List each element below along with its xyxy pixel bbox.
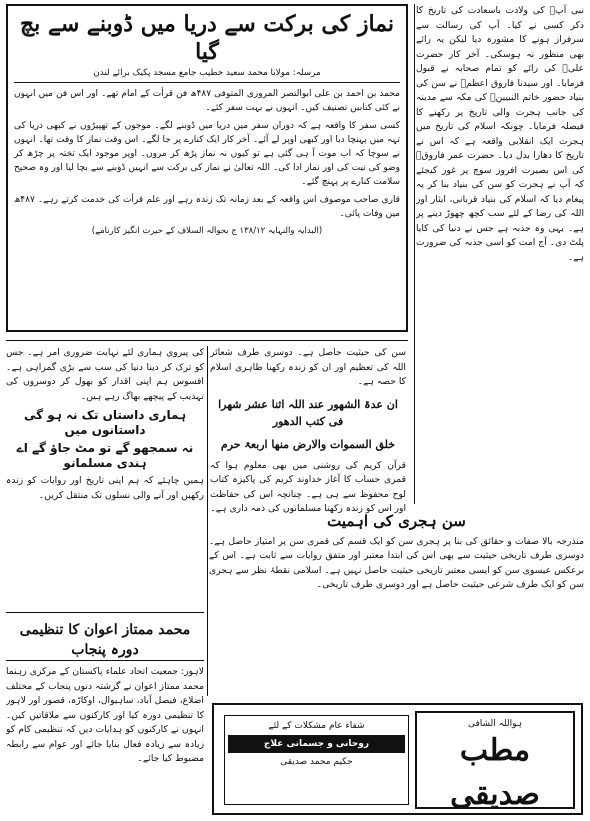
box-paragraph-2: کسی سفر کا واقعہ ہے کہ دوران سفر میں دریا میں ڈوبنے لگے۔ موجوں کے تھپیڑوں نے کبھی دریا کی تہہ میں پہنچا دیا اور کبھی اوپر لے آئے۔ آخر کار ایک کنارے پر جا لگے۔ اس وقت نماز کا وقت تھا۔ انہوں نے سوچا کہ اب موت آ ہی گئی ہے تو کیوں نہ نماز پڑھ کر مروں۔ اوپر موجود ایک تختہ پر چڑھ کر وضو کی نیت کی اور نماز ادا کی۔ اللہ تعالیٰ نے نماز کی برکت سے انہیں ڈوبنے سے بچا لیا اور وہ صحیح سلامت کنارے پر پہنچ گئے۔ (14, 121, 400, 187)
section-divider (6, 340, 408, 341)
hijri-article (209, 508, 584, 688)
news-article (6, 620, 204, 820)
headline: نماز کی برکت سے دریا میں ڈوبنے سے بچ گیا (19, 11, 395, 65)
ad-logo-box (415, 711, 575, 812)
divider-line (14, 82, 400, 83)
left-column-article (6, 346, 204, 586)
couplet-line-1: ہماری داستاں تک نہ ہو گی داستانوں میں (23, 408, 187, 437)
box-paragraph-1: محمد بن احمد بن علی ابوالنصر المروزی المتوفی ۴۸۷ھ فن قرأت کے امام تھے۔ اور اس فن میں انہوں نے کئی کتابیں تصنیف کیں۔ انہوں نے بہت سفر کئے۔ (14, 89, 400, 113)
arabic-verse-2: خلق السموات والارض منھا اربعۃ حرم (220, 437, 396, 451)
section-divider (6, 612, 204, 613)
arabic-verse-1: ان عدۃ الشھور عند اللہ اثنا عشر شھرا فی کتب الدھور (218, 397, 398, 428)
ad-big-title: مطب صدیقی (450, 733, 540, 812)
box-paragraph-3: قاری صاحب موصوف اس واقعہ کے بعد زمانہ تک زندہ رہے اور علم قرأت کی خدمت کرتے رہے۔ ۴۸۷ھ میں وفات پائی۔ (14, 195, 400, 219)
ad-info-box (224, 715, 409, 805)
boxed-feature-article (6, 4, 408, 332)
hijri-heading: سن ہجری کی اہمیت (327, 512, 466, 530)
column-divider (207, 346, 208, 696)
ad-line-3: حکیم محمد صدیقی (280, 757, 353, 767)
column-divider (414, 4, 415, 504)
ad-line-1: شفاء عام مشکلات کے لئے (268, 721, 365, 731)
right-column-article (416, 4, 584, 482)
middle-intro: سن کی حیثیت حاصل ہے۔ دوسری طرف شعائر اللہ کی تعظیم اور ان کو زندہ رکھنا ظاہری اسلام کا حصہ ہے۔ (210, 347, 406, 387)
advertisement (212, 703, 583, 815)
ad-small-title: ہواللہ الشافی (467, 719, 523, 729)
middle-text: قرآن کریم کی روشنی میں بھی معلوم ہوا کہ قمری حساب کا آغاز خداوند کریم کی پاکیزہ کتاب لوح محفوظ سے ہی ہے۔ چنانچہ اس کی حفاظت اور اس کو زندہ رکھنا مسلمانوں کی ذمہ داری ہے۔ (210, 459, 406, 514)
couplet-line-2: نہ سمجھو گے تو مٹ جاؤ گے اے ہندی مسلمانو (16, 441, 194, 470)
box-reference: (البدایہ والنہایہ ۱۳۸/۱۲ ج بحوالہ السلاف کے حیرت انگیز کارنامے) (91, 226, 323, 236)
right-column-text: نبی آپؐ کی ولادت باسعادت کی تاریخ کا ذکر کسی نے کیا۔ آپ کی رسالت سے سرفراز ہونے کا مشورہ دیا لیکن یہ رائے بھی منظور نہ ہوسکی۔ آخر کار حضرت علیؓ کی رائے کو تمام صحابہ نے قبول فرمایا۔ اور سیدنا فاروق اعظمؓ نے سن کی بنیاد حضور خاتم النبیینؐ کی مکہ سے مدینہ کی جانب ہجرت والی تاریخ پر رکھنے کا فیصلہ فرمایا۔ چونکہ اسلام کی تاریخ میں ہجرت ایک انقلابی واقعہ ہے کہ اس نے تاریخ کا دھارا بدل دیا۔ حضرت عمر فاروقؓ کی اس بصیرت افروز سوچ پر غور کیجئے کہ آپ نے ہجرت کو سن کی بنیاد بنا کر یہ پیغام دیا کہ اسلام کی بنیاد قربانی، ایثار اور اللہ کی رضا کے لئے سب کچھ چھوڑ دینے پر ہے۔ یہی وہ جذبہ ہے جس نے دنیا کی کایا پلٹ دی۔ آج امت کو اسی جذبہ کی ضرورت ہے۔ (416, 5, 584, 263)
left-text: کی پیروی ہماری لئے نہایت ضروری امر ہے۔ جس کو ترک کر دینا دنیا کی سب سے بڑی گمراہی ہے۔ افسوس ہم اپنی اقدار کو بھول کر دوسروں کی تہذیب کے پیچھے بھاگ رہے ہیں۔ (6, 347, 204, 402)
news-heading: محمد ممتاز اعوان کا تنظیمی دورہ پنجاب (6, 620, 204, 661)
ad-line-2: روحانی و جسمانی علاج (228, 735, 405, 753)
news-text: لاہور: جمعیت اتحاد علماء پاکستان کے مرکزی رہنما محمد ممتاز اعوان نے گزشتہ دنوں پنجاب کے مختلف اضلاع، فیصل آباد، ساہیوال، اوکاڑہ، قصور اور لاہور کا تنظیمی دورہ کیا اور کارکنوں سے ملاقاتیں کیں۔ انہوں نے کارکنوں کو ہدایات دیں کہ تنظیمی کام کو زیادہ سے زیادہ فعال بنایا جائے اور عوام سے رابطہ مضبوط کیا جائے۔ (6, 666, 204, 764)
hijri-text: منذرجہ بالا صفات و حقائق کی بنا پر ہجری سن کو ایک قسم کی قمری سن پر امتیاز حاصل ہے۔ دوسری طرف تاریخی حیثیت سے بھی اس کی ابتدا معتبر اور متفق روایات سے ثابت ہے۔ اس کے برعکس عیسوی سن کو ایسی معتبر تاریخی حیثیت حاصل نہیں ہے۔ اسلامی نقطۂ نظر سے ہجری سن کو ایک طرف شرعی حیثیت حاصل ہے اور دوسری طرف تاریخی۔ (209, 535, 584, 590)
byline: مرسلہ: مولانا محمد سعید خطیب جامع مسجد پکیک برائے لندن (93, 68, 321, 78)
left-tail: ہمیں چاہئے کہ ہم اپنی تاریخ اور روایات کو زندہ رکھیں اور آنے والی نسلوں تک منتقل کریں۔ (6, 475, 204, 501)
